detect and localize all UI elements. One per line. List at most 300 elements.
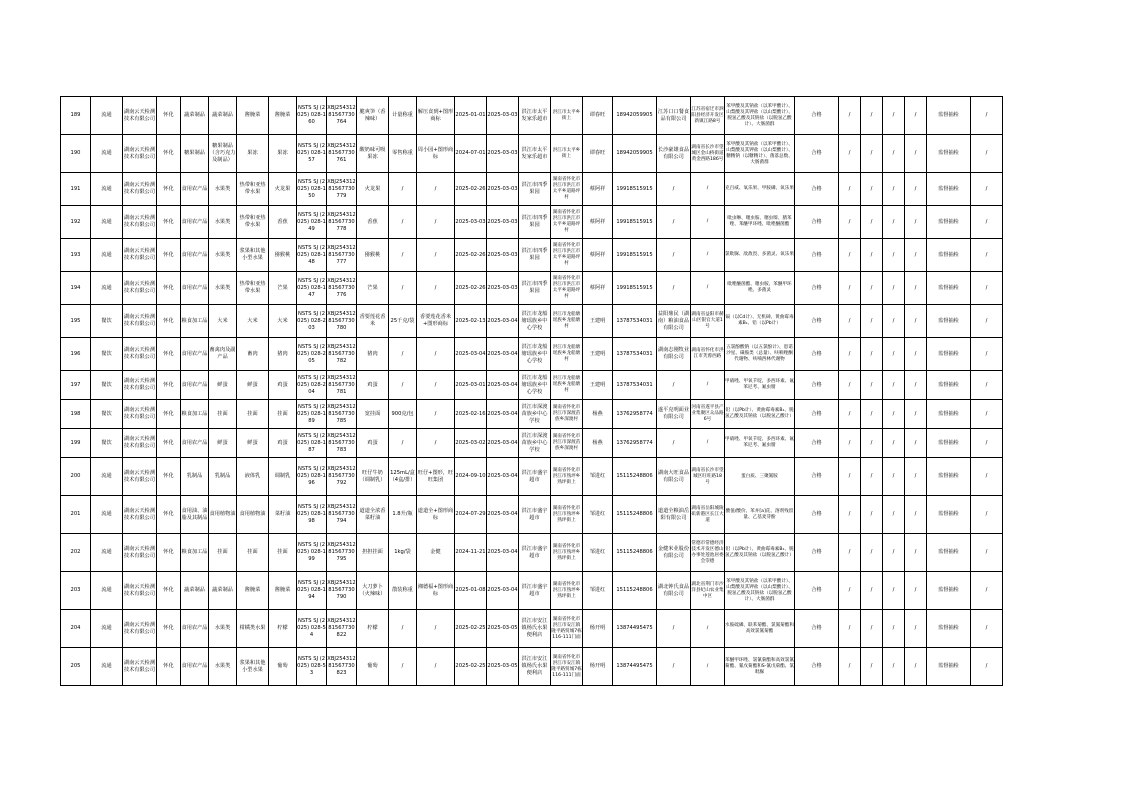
cell-cat3: 挂面	[237, 400, 269, 429]
cell-city: 怀化	[157, 206, 181, 239]
cell-remark: /	[971, 173, 1003, 206]
cell-sdate: 2025-03-04	[487, 496, 519, 534]
cell-c3: /	[883, 305, 905, 338]
cell-sampled-addr: 湖南省怀化市洪江市熟坪乡熟坪街上	[551, 458, 583, 496]
cell-link: 餐饮	[91, 429, 123, 458]
cell-result: 合格	[795, 400, 839, 429]
cell-city: 怀化	[157, 305, 181, 338]
cell-remark: /	[971, 648, 1003, 686]
cell-sdate: 2025-03-04	[487, 429, 519, 458]
cell-maker-addr: 河南省遂平县产业集聚区众品路6号	[691, 400, 725, 429]
table-row	[61, 648, 1003, 686]
cell-maker-addr: /	[691, 272, 725, 305]
cell-maker-addr: /	[691, 206, 725, 239]
cell-org: 湖南云天检测技术有限公司	[123, 305, 157, 338]
cell-sampled: 洪江市四季果园	[519, 173, 551, 206]
cell-sampled: 洪江市四季果园	[519, 272, 551, 305]
cell-city: 怀化	[157, 648, 181, 686]
cell-sdate: 2025-03-05	[487, 648, 519, 686]
cell-spec: /	[389, 272, 417, 305]
cell-no: 194	[61, 272, 91, 305]
cell-item: 铅（以Pb计）、黄曲霉毒素B₁、脱氢乙酸及其钠盐（以脱氢乙酸计）	[725, 534, 795, 572]
cell-type: 监督抽检	[927, 338, 971, 371]
cell-cat4: 鸡蛋	[269, 429, 297, 458]
cell-c3: /	[883, 272, 905, 305]
cell-c4: /	[905, 239, 927, 272]
cell-sampled: 洪江市四季果园	[519, 239, 551, 272]
cell-c2: /	[861, 135, 883, 173]
cell-c2: /	[861, 648, 883, 686]
cell-report: NSTS SJ (2025) 028-148	[297, 239, 327, 272]
cell-brand: /	[417, 429, 455, 458]
cell-link: 流通	[91, 648, 123, 686]
cell-code: XBJ25431281567730792	[327, 458, 357, 496]
table-row	[61, 305, 1003, 338]
cell-c2: /	[861, 173, 883, 206]
cell-item: 苯甲酸及其钠盐（以苯甲酸计）、山梨酸及其钾盐（以山梨酸计）、糖精钠（以糖精计）、菌落总数、大肠菌群	[725, 135, 795, 173]
cell-code: XBJ25431281567730761	[327, 135, 357, 173]
cell-pdate: 2025-02-26	[455, 239, 487, 272]
cell-name: 香蕉	[357, 206, 389, 239]
cell-cat2: 水果类	[209, 610, 237, 648]
cell-cat2: 大米	[209, 305, 237, 338]
cell-sdate: 2025-03-03	[487, 135, 519, 173]
cell-type: 监督抽检	[927, 534, 971, 572]
cell-result: 合格	[795, 429, 839, 458]
cell-brand: 道道全+图形商标	[417, 496, 455, 534]
cell-maker-addr: 湖南省长沙市望城区金山桥街道黄金西路186号	[691, 135, 725, 173]
cell-result: 合格	[795, 305, 839, 338]
cell-sampled-addr: 湖南省怀化市洪江市熟坪乡熟坪街上	[551, 496, 583, 534]
cell-sampled-addr: 湖南省怀化市洪江市洪江市太平乡道路坪村	[551, 239, 583, 272]
cell-pdate: 2025-03-03	[455, 206, 487, 239]
cell-cat2: 水果类	[209, 173, 237, 206]
cell-pdate: 2024-11-21	[455, 534, 487, 572]
cell-spec: 散装称重	[389, 572, 417, 610]
cell-c3: /	[883, 97, 905, 135]
cell-spec: 计量称重	[389, 97, 417, 135]
cell-link: 流通	[91, 173, 123, 206]
cell-maker: /	[657, 272, 691, 305]
cell-brand: /	[417, 272, 455, 305]
cell-report: NSTS SJ (2025) 028-157	[297, 135, 327, 173]
cell-maker: /	[657, 429, 691, 458]
table-row	[61, 400, 1003, 429]
cell-remark: /	[971, 239, 1003, 272]
cell-maker-addr: 湖南省怀化市洪江市芙蓉西路	[691, 338, 725, 371]
cell-type: 监督抽检	[927, 206, 971, 239]
cell-c3: /	[883, 496, 905, 534]
cell-pdate: 2025-02-26	[455, 272, 487, 305]
cell-phone: 18942059905	[613, 135, 657, 173]
cell-cat3: 食用植物油	[237, 496, 269, 534]
cell-c4: /	[905, 496, 927, 534]
cell-sampled-addr: 湖南省怀化市洪江市熟坪乡熟坪街上	[551, 572, 583, 610]
cell-cat1: 食用农产品	[181, 206, 209, 239]
cell-c4: /	[905, 173, 927, 206]
cell-code: XBJ25431281567730783	[327, 429, 357, 458]
cell-c3: /	[883, 400, 905, 429]
cell-maker-addr: 湖南省长沙市望城区旺旺路18号	[691, 458, 725, 496]
cell-sdate: 2025-03-03	[487, 206, 519, 239]
cell-org: 湖南云天检测技术有限公司	[123, 239, 157, 272]
cell-cat1: 食用农产品	[181, 173, 209, 206]
cell-spec: /	[389, 239, 417, 272]
cell-no: 197	[61, 371, 91, 400]
table-row	[61, 610, 1003, 648]
cell-legal: 蔡阿祥	[583, 173, 613, 206]
cell-spec: 零售称重	[389, 135, 417, 173]
cell-cat2: 水果类	[209, 648, 237, 686]
cell-type: 监督抽检	[927, 305, 971, 338]
cell-phone: 13874495475	[613, 648, 657, 686]
cell-city: 怀化	[157, 173, 181, 206]
cell-sdate: 2025-03-04	[487, 338, 519, 371]
cell-c3: /	[883, 610, 905, 648]
cell-item: 蛋白质、三聚氰胺	[725, 458, 795, 496]
cell-type: 监督抽检	[927, 272, 971, 305]
cell-type: 监督抽检	[927, 371, 971, 400]
cell-type: 监督抽检	[927, 400, 971, 429]
cell-city: 怀化	[157, 135, 181, 173]
cell-maker: 金健米业股份有限公司	[657, 534, 691, 572]
cell-c4: /	[905, 400, 927, 429]
cell-maker-addr: /	[691, 239, 725, 272]
cell-spec: 900克/包	[389, 400, 417, 429]
cell-remark: /	[971, 400, 1003, 429]
cell-name: 大刀萝卜（火辣味）	[357, 572, 389, 610]
cell-maker: /	[657, 206, 691, 239]
cell-cat4: 果冻	[269, 135, 297, 173]
cell-item: 吡唑醚菌酯、噻虫胺、苯醚甲环唑、多菌灵	[725, 272, 795, 305]
cell-phone: 13787534031	[613, 371, 657, 400]
cell-no: 198	[61, 400, 91, 429]
cell-result: 合格	[795, 135, 839, 173]
cell-c4: /	[905, 458, 927, 496]
cell-name: 道道全浓香菜籽油	[357, 496, 389, 534]
cell-org: 湖南云天检测技术有限公司	[123, 534, 157, 572]
cell-org: 湖南云天检测技术有限公司	[123, 400, 157, 429]
cell-c2: /	[861, 610, 883, 648]
cell-cat1: 乳制品	[181, 458, 209, 496]
cell-type: 监督抽检	[927, 173, 971, 206]
cell-link: 餐饮	[91, 305, 123, 338]
cell-remark: /	[971, 371, 1003, 400]
cell-cat1: 食用农产品	[181, 239, 209, 272]
cell-no: 205	[61, 648, 91, 686]
cell-code: XBJ25431281567730782	[327, 338, 357, 371]
cell-cat4: 大米	[269, 305, 297, 338]
cell-item: 甲硝唑、甲氧苄啶、多西环素、氟苯尼考、氟虫腈	[725, 371, 795, 400]
cell-sdate: 2025-03-03	[487, 272, 519, 305]
cell-cat4: 猕猴桃	[269, 239, 297, 272]
cell-cat1: 食用农产品	[181, 648, 209, 686]
cell-city: 怀化	[157, 458, 181, 496]
cell-legal: 王建明	[583, 338, 613, 371]
cell-brand: 金健	[417, 534, 455, 572]
cell-c1: /	[839, 305, 861, 338]
cell-sampled-addr: 洪江市太平乡街上	[551, 97, 583, 135]
cell-c2: /	[861, 272, 883, 305]
cell-item: 铅（以Pb计）、黄曲霉毒素B₁、脱氢乙酸及其钠盐（以脱氢乙酸计）	[725, 400, 795, 429]
cell-cat4: 调制乳	[269, 458, 297, 496]
cell-remark: /	[971, 338, 1003, 371]
cell-cat2: 挂面	[209, 400, 237, 429]
cell-org: 湖南云天检测技术有限公司	[123, 648, 157, 686]
cell-item: 酸值/酸价、苯并[a]芘、溶剂残留量、乙基麦芽酚	[725, 496, 795, 534]
cell-sdate: 2025-03-03	[487, 239, 519, 272]
cell-cat2: 蔬菜制品	[209, 97, 237, 135]
cell-cat4: 挂面	[269, 400, 297, 429]
cell-cat4: 猪肉	[269, 338, 297, 371]
cell-sampled-addr: 湖南省怀化市洪江市深渡苗族乡深渡村	[551, 400, 583, 429]
cell-item: 氯吡脲、敌敌畏、多菌灵、氧乐果	[725, 239, 795, 272]
cell-cat4: 香蕉	[269, 206, 297, 239]
cell-cat4: 挂面	[269, 534, 297, 572]
cell-result: 合格	[795, 648, 839, 686]
cell-cat1: 食用油、油脂及其制品	[181, 496, 209, 534]
cell-pdate: 2024-09-10	[455, 458, 487, 496]
cell-c1: /	[839, 97, 861, 135]
cell-brand: 湘德福+图形商标	[417, 572, 455, 610]
cell-c2: /	[861, 429, 883, 458]
cell-sdate: 2025-03-03	[487, 173, 519, 206]
cell-brand: /	[417, 206, 455, 239]
cell-c1: /	[839, 371, 861, 400]
cell-result: 合格	[795, 534, 839, 572]
cell-cat3: 热带和亚热带水果	[237, 272, 269, 305]
table-row	[61, 496, 1003, 534]
cell-cat1: 蔬菜制品	[181, 97, 209, 135]
cell-legal: 王建明	[583, 305, 613, 338]
cell-maker-addr: 湖南省岳阳城陵矶新港区长江大道	[691, 496, 725, 534]
cell-org: 湖南云天检测技术有限公司	[123, 572, 157, 610]
cell-no: 196	[61, 338, 91, 371]
cell-brand: 解压食到+图形商标	[417, 97, 455, 135]
cell-cat3: 浆果和其他小型水果	[237, 239, 269, 272]
cell-no: 189	[61, 97, 91, 135]
cell-cat2: 水果类	[209, 239, 237, 272]
cell-sampled: 洪江市太平发家乐超市	[519, 97, 551, 135]
cell-cat4: 火龙果	[269, 173, 297, 206]
cell-item: 水胺硫磷、联苯菊酯、氯氰菊酯和高效氯氰菊酯	[725, 610, 795, 648]
cell-sampled-addr: 湖南省怀化市洪江市洪江市太平乡道路坪村	[551, 206, 583, 239]
cell-c2: /	[861, 371, 883, 400]
cell-report: NSTS SJ (2025) 028-147	[297, 272, 327, 305]
cell-maker: 遂平克明面业有限公司	[657, 400, 691, 429]
cell-report: NSTS SJ (2025) 028-149	[297, 206, 327, 239]
cell-c2: /	[861, 239, 883, 272]
cell-org: 湖南云天检测技术有限公司	[123, 97, 157, 135]
cell-c1: /	[839, 572, 861, 610]
cell-report: NSTS SJ (2025) 028-205	[297, 338, 327, 371]
cell-phone: 13787534031	[613, 338, 657, 371]
cell-brand: /	[417, 338, 455, 371]
cell-org: 湖南云天检测技术有限公司	[123, 610, 157, 648]
cell-cat1: 食用农产品	[181, 371, 209, 400]
cell-cat3: 鲜蛋	[237, 429, 269, 458]
cell-name: 火龙果	[357, 173, 389, 206]
cell-code: XBJ25431281567730764	[327, 97, 357, 135]
cell-cat2: 畜禽肉及副产品	[209, 338, 237, 371]
cell-cat4: 鸡蛋	[269, 371, 297, 400]
cell-phone: 13787534031	[613, 305, 657, 338]
cell-pdate: 2025-03-04	[455, 338, 487, 371]
cell-cat4: 葡萄	[269, 648, 297, 686]
cell-spec: /	[389, 338, 417, 371]
cell-brand: /	[417, 173, 455, 206]
cell-sampled-addr: 湖南省怀化市洪江市洪江市太平乡道路坪村	[551, 272, 583, 305]
cell-link: 流通	[91, 534, 123, 572]
cell-remark: /	[971, 97, 1003, 135]
cell-maker: /	[657, 371, 691, 400]
cell-c1: /	[839, 610, 861, 648]
cell-type: 监督抽检	[927, 97, 971, 135]
cell-cat4: 柠檬	[269, 610, 297, 648]
cell-brand: 旺仔+图形，旺旺集团	[417, 458, 455, 496]
cell-remark: /	[971, 458, 1003, 496]
cell-spec: /	[389, 371, 417, 400]
cell-sampled: 洪江市盛宇超市	[519, 496, 551, 534]
cell-remark: /	[971, 496, 1003, 534]
cell-legal: 邹进红	[583, 496, 613, 534]
cell-sampled-addr: 洪江市太平乡街上	[551, 135, 583, 173]
cell-no: 200	[61, 458, 91, 496]
cell-remark: /	[971, 272, 1003, 305]
cell-city: 怀化	[157, 610, 181, 648]
cell-no: 192	[61, 206, 91, 239]
cell-maker-addr: /	[691, 610, 725, 648]
cell-c4: /	[905, 97, 927, 135]
cell-c1: /	[839, 272, 861, 305]
cell-brand: 香要莲花香米+图形商标	[417, 305, 455, 338]
cell-pdate: 2024-07-01	[455, 135, 487, 173]
cell-sampled: 洪江市龙船塘瑶族乡中心学校	[519, 338, 551, 371]
cell-cat3: 鲜蛋	[237, 371, 269, 400]
cell-city: 怀化	[157, 429, 181, 458]
cell-sampled-addr: 湖南省怀化市洪江市熟坪乡熟坪街上	[551, 534, 583, 572]
cell-legal: 谭春旺	[583, 97, 613, 135]
cell-legal: 杨燕	[583, 400, 613, 429]
cell-item: 苯甲酸及其钠盐（以苯甲酸计）、山梨酸及其钾盐（以山梨酸计）、脱氢乙酸及其钠盐（以脱氢乙酸计）、大肠菌群	[725, 572, 795, 610]
table-row	[61, 272, 1003, 305]
cell-report: NSTS SJ (2025) 028-54	[297, 610, 327, 648]
cell-city: 怀化	[157, 572, 181, 610]
table-row	[61, 572, 1003, 610]
cell-cat3: 酱腌菜	[237, 572, 269, 610]
cell-name: 香要莲花香米	[357, 305, 389, 338]
cell-c2: /	[861, 496, 883, 534]
cell-city: 怀化	[157, 371, 181, 400]
cell-cat3: 大米	[237, 305, 269, 338]
cell-code: XBJ25431281567730781	[327, 371, 357, 400]
cell-org: 湖南云天检测技术有限公司	[123, 496, 157, 534]
cell-cat2: 鲜蛋	[209, 371, 237, 400]
cell-c1: /	[839, 173, 861, 206]
cell-type: 监督抽检	[927, 239, 971, 272]
cell-maker-addr: /	[691, 173, 725, 206]
cell-phone: 13874495475	[613, 610, 657, 648]
cell-c1: /	[839, 496, 861, 534]
cell-name: 担担挂面	[357, 534, 389, 572]
cell-legal: 蔡阿祥	[583, 239, 613, 272]
cell-c3: /	[883, 429, 905, 458]
cell-cat3: 热带和亚热带水果	[237, 173, 269, 206]
cell-c3: /	[883, 534, 905, 572]
cell-report: NSTS SJ (2025) 028-198	[297, 496, 327, 534]
cell-cat3: 柑橘类水果	[237, 610, 269, 648]
cell-c1: /	[839, 135, 861, 173]
cell-sdate: 2025-03-04	[487, 572, 519, 610]
cell-c1: /	[839, 206, 861, 239]
cell-c2: /	[861, 572, 883, 610]
cell-phone: 15115248806	[613, 572, 657, 610]
cell-maker-addr: /	[691, 371, 725, 400]
cell-cat2: 水果类	[209, 206, 237, 239]
cell-cat4: 芒果	[269, 272, 297, 305]
cell-sdate: 2025-03-05	[487, 610, 519, 648]
cell-pdate: 2025-03-01	[455, 371, 487, 400]
cell-link: 流通	[91, 458, 123, 496]
cell-name: 葡萄	[357, 648, 389, 686]
cell-item: 甲硝唑、甲氧苄啶、多西环素、氟苯尼考、氟虫腈	[725, 429, 795, 458]
cell-cat3: 果冻	[237, 135, 269, 173]
cell-spec: /	[389, 429, 417, 458]
cell-no: 204	[61, 610, 91, 648]
cell-sampled-addr: 洪江市龙船塘瑶族乡龙船塘村	[551, 338, 583, 371]
cell-cat3: 畜肉	[237, 338, 269, 371]
cell-result: 合格	[795, 338, 839, 371]
cell-no: 203	[61, 572, 91, 610]
cell-sdate: 2025-03-04	[487, 534, 519, 572]
cell-maker-addr: 湖北省荆门市沙洋县纪山农业集中区	[691, 572, 725, 610]
cell-c4: /	[905, 572, 927, 610]
cell-maker: 江苏口口餐食品有限公司	[657, 97, 691, 135]
cell-legal: 王建明	[583, 371, 613, 400]
cell-c4: /	[905, 135, 927, 173]
cell-spec: /	[389, 173, 417, 206]
cell-maker: /	[657, 610, 691, 648]
cell-code: XBJ25431281567730776	[327, 272, 357, 305]
cell-code: XBJ25431281567730777	[327, 239, 357, 272]
cell-result: 合格	[795, 206, 839, 239]
cell-remark: /	[971, 610, 1003, 648]
table-row	[61, 97, 1003, 135]
cell-org: 湖南云天检测技术有限公司	[123, 338, 157, 371]
cell-pdate: 2025-03-02	[455, 429, 487, 458]
cell-cat3: 热带和亚热带水果	[237, 206, 269, 239]
cell-c3: /	[883, 206, 905, 239]
cell-org: 湖南云天检测技术有限公司	[123, 206, 157, 239]
cell-name: 鸡蛋	[357, 371, 389, 400]
cell-cat2: 糖果制品（含巧克力及制品）	[209, 135, 237, 173]
cell-phone: 13762958774	[613, 400, 657, 429]
cell-phone: 15115248806	[613, 496, 657, 534]
cell-pdate: 2025-01-08	[455, 572, 487, 610]
cell-spec: 25千克/袋	[389, 305, 417, 338]
cell-item: 吡虫啉、噻虫胺、噻虫嗪、腈苯唑、苯醚甲环唑、吡唑醚菌酯	[725, 206, 795, 239]
table-row	[61, 534, 1003, 572]
cell-c3: /	[883, 135, 905, 173]
cell-legal: 蔡阿祥	[583, 206, 613, 239]
table-row	[61, 206, 1003, 239]
cell-brand: /	[417, 648, 455, 686]
cell-legal: 邹进红	[583, 458, 613, 496]
cell-spec: /	[389, 648, 417, 686]
cell-phone: 19918515915	[613, 173, 657, 206]
cell-sampled: 洪江市龙船塘瑶族乡中心学校	[519, 371, 551, 400]
cell-report: NSTS SJ (2025) 028-203	[297, 305, 327, 338]
